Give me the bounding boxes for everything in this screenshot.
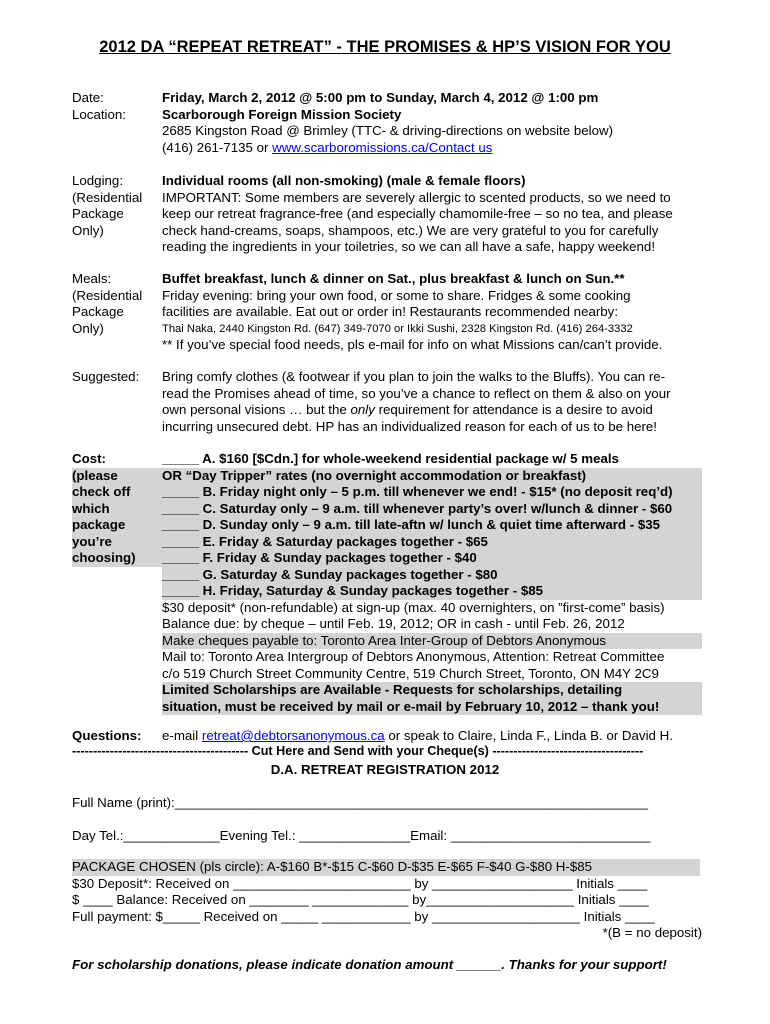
mail-to-address: c/o 519 Church Street Community Centre, 519 Church Street, Toronto, ON M4Y 2C9 xyxy=(162,665,659,681)
page-title: 2012 DA “REPEAT RETREAT” - THE PROMISES & HP’S VISION FOR YOU xyxy=(99,38,671,56)
package-block xyxy=(72,859,702,942)
package-option-b[interactable]: _____ B. Friday night only – 5 p.m. till whenever we end! - $15* (no deposit req’d) xyxy=(162,484,702,501)
scholarship-donation-note: For scholarship donations, please indicate donation amount ______. Thanks for your support! xyxy=(72,957,667,972)
meals-label: (Residential xyxy=(72,287,143,303)
cost-label: choosing) xyxy=(72,550,164,567)
cost-label: package xyxy=(72,517,164,534)
full-payment-line[interactable]: Full payment: $_____ Received on _____ ____________ by ____________________ Initials ____ xyxy=(72,908,655,924)
suggested-line: read the Promises ahead of time, so you’ve a chance to reflect on them & also on your xyxy=(162,385,671,401)
lodging-heading: Individual rooms (all non-smoking) (male & female floors) xyxy=(162,173,526,188)
lodging-label: Lodging: xyxy=(72,173,124,188)
location-label: Location: xyxy=(72,106,126,122)
suggested-fragment: own personal visions … but the xyxy=(162,402,351,417)
mail-to-line: Mail to: Toronto Area Intergroup of Debtors Anonymous, Attention: Retreat Committee xyxy=(162,649,665,664)
deposit-line: $30 deposit* (non-refundable) at sign-up (max. 40 overnighters, on ”first-come” basis) xyxy=(162,599,665,615)
lodging-text xyxy=(162,173,702,256)
lodging-label: Package xyxy=(72,206,124,221)
package-option-g[interactable]: _____ G. Saturday & Sunday packages together - $80 xyxy=(162,567,702,584)
restaurants-line: Thai Naka, 2440 Kingston Rd. (647) 349-7070 or Ikki Sushi, 2328 Kingston Rd. (416) 264-3332 xyxy=(162,322,633,335)
cost-labels xyxy=(72,451,164,567)
day-tripper-heading: OR “Day Tripper” rates (no overnight accommodation or breakfast) xyxy=(162,468,702,485)
website-link[interactable]: www.scarboromissions.ca/Contact us xyxy=(272,139,493,155)
date-label: Date: xyxy=(72,90,104,105)
scholarship-line: Limited Scholarships are Available - Requests for scholarships, detailing xyxy=(162,682,702,699)
cost-label: (please xyxy=(72,468,164,485)
cost-label: Cost: xyxy=(72,451,106,466)
suggested-text xyxy=(162,369,702,435)
balance-line: Balance due: by cheque – until Feb. 19, 2012; OR in cash - until Feb. 26, 2012 xyxy=(162,616,625,631)
questions-label: Questions: xyxy=(72,728,142,743)
suggested-label: Suggested: xyxy=(72,369,140,384)
full-name-field[interactable]: Full Name (print):________________________________________________________________ xyxy=(72,795,648,810)
lodging-line: keep our retreat fragrance-free (and especially chamomile-free – so no tea, and please xyxy=(162,206,673,221)
lodging-line: check hand-creams, soaps, shampoos, etc.) We are very grateful to you for carefully xyxy=(162,222,659,238)
package-chosen-line[interactable]: PACKAGE CHOSEN (pls circle): A-$160 B*-$15 C-$60 D-$35 E-$65 F-$40 G-$80 H-$85 xyxy=(72,859,700,876)
lodging-line: IMPORTANT: Some members are severely allergic to scented products, so we need to xyxy=(162,189,671,205)
package-option-e[interactable]: _____ E. Friday & Saturday packages together - $65 xyxy=(162,534,702,551)
location-phone: (416) 261-7135 or xyxy=(162,139,273,155)
suggested-line: incurring unsecured debt. HP has an individualized reason for each of us to be here! xyxy=(162,418,658,434)
lodging-label: (Residential xyxy=(72,189,143,205)
package-option-a[interactable]: _____ A. $160 [$Cdn.] for whole-weekend residential package w/ 5 meals xyxy=(162,451,619,466)
questions-fragment: or speak to Claire, Linda F., Linda B. or David H. xyxy=(384,728,673,743)
meals-labels xyxy=(72,271,164,337)
meals-label: Only) xyxy=(72,320,104,336)
phone-email-fields[interactable]: Day Tel.:_____________Evening Tel.: _______________Email: ___________________________ xyxy=(72,828,651,843)
meals-line: facilities are available. Eat out or order in! Restaurants recommended nearby: xyxy=(162,304,619,319)
package-option-c[interactable]: _____ C. Saturday only – 9 a.m. till whenever party’s over! w/lunch & dinner - $60 xyxy=(162,501,702,518)
cut-line: ------------------------------------------ Cut Here and Send with your Cheque(s) ------------------------------------ xyxy=(72,744,644,758)
suggested-emphasis: only xyxy=(350,402,375,417)
meals-note: ** If you’ve special food needs, pls e-mail for info on what Missions can/can’t provide. xyxy=(162,337,663,352)
cost-label: you’re xyxy=(72,534,164,551)
package-option-f[interactable]: _____ F. Friday & Sunday packages together - $40 xyxy=(162,550,702,567)
suggested-line xyxy=(162,402,702,419)
cost-label: which xyxy=(72,501,164,518)
registration-title: D.A. RETREAT REGISTRATION 2012 xyxy=(270,762,500,777)
meals-heading: Buffet breakfast, lunch & dinner on Sat., plus breakfast & lunch on Sun.** xyxy=(162,271,625,286)
lodging-line: reading the ingredients in your toiletries, so we can all have a safe, happy weekend! xyxy=(162,239,656,254)
meals-line: Friday evening: bring your own food, or some to share. Fridges & some cooking xyxy=(162,287,631,303)
package-option-h[interactable]: _____ H. Friday, Saturday & Sunday packages together - $85 xyxy=(162,583,702,600)
deposit-received-line[interactable]: $30 Deposit*: Received on ________________________ by ___________________ Initials ____ xyxy=(72,875,648,891)
suggested-fragment: requirement for attendance is a desire to avoid xyxy=(374,402,653,417)
meals-text xyxy=(162,271,702,354)
footnote: *(B = no deposit) xyxy=(602,925,702,940)
package-option-d[interactable]: _____ D. Sunday only – 9 a.m. till late-aftn w/ lunch & quiet time afterward - $35 xyxy=(162,517,702,534)
meals-label: Package xyxy=(72,304,124,319)
questions-text xyxy=(162,728,702,745)
lodging-label: Only) xyxy=(72,222,104,238)
cheques-payable-line: Make cheques payable to: Toronto Area Inter-Group of Debtors Anonymous xyxy=(162,633,702,650)
suggested-line: Bring comfy clothes (& footwear if you plan to join the walks to the Bluffs). You can re- xyxy=(162,369,666,384)
date-location-text xyxy=(162,90,702,156)
location-address: 2685 Kingston Road @ Brimley (TTC- & driving-directions on website below) xyxy=(162,123,614,138)
lodging-labels xyxy=(72,173,164,239)
location-name: Scarborough Foreign Mission Society xyxy=(162,106,402,122)
cost-options xyxy=(162,451,702,715)
date-location-labels xyxy=(72,90,164,123)
questions-fragment: e-mail xyxy=(162,728,202,743)
location-contact xyxy=(162,140,702,157)
date-value: Friday, March 2, 2012 @ 5:00 pm to Sunday, March 4, 2012 @ 1:00 pm xyxy=(162,90,599,105)
meals-label: Meals: xyxy=(72,271,112,286)
cost-label: check off xyxy=(72,484,164,501)
scholarship-line: situation, must be received by mail or e-mail by February 10, 2012 – thank you! xyxy=(162,699,702,716)
email-link[interactable]: retreat@debtorsanonymous.ca xyxy=(201,728,385,743)
balance-received-line[interactable]: $ ____ Balance: Received on ________ _____________ by____________________ Initials ____ xyxy=(72,892,649,907)
